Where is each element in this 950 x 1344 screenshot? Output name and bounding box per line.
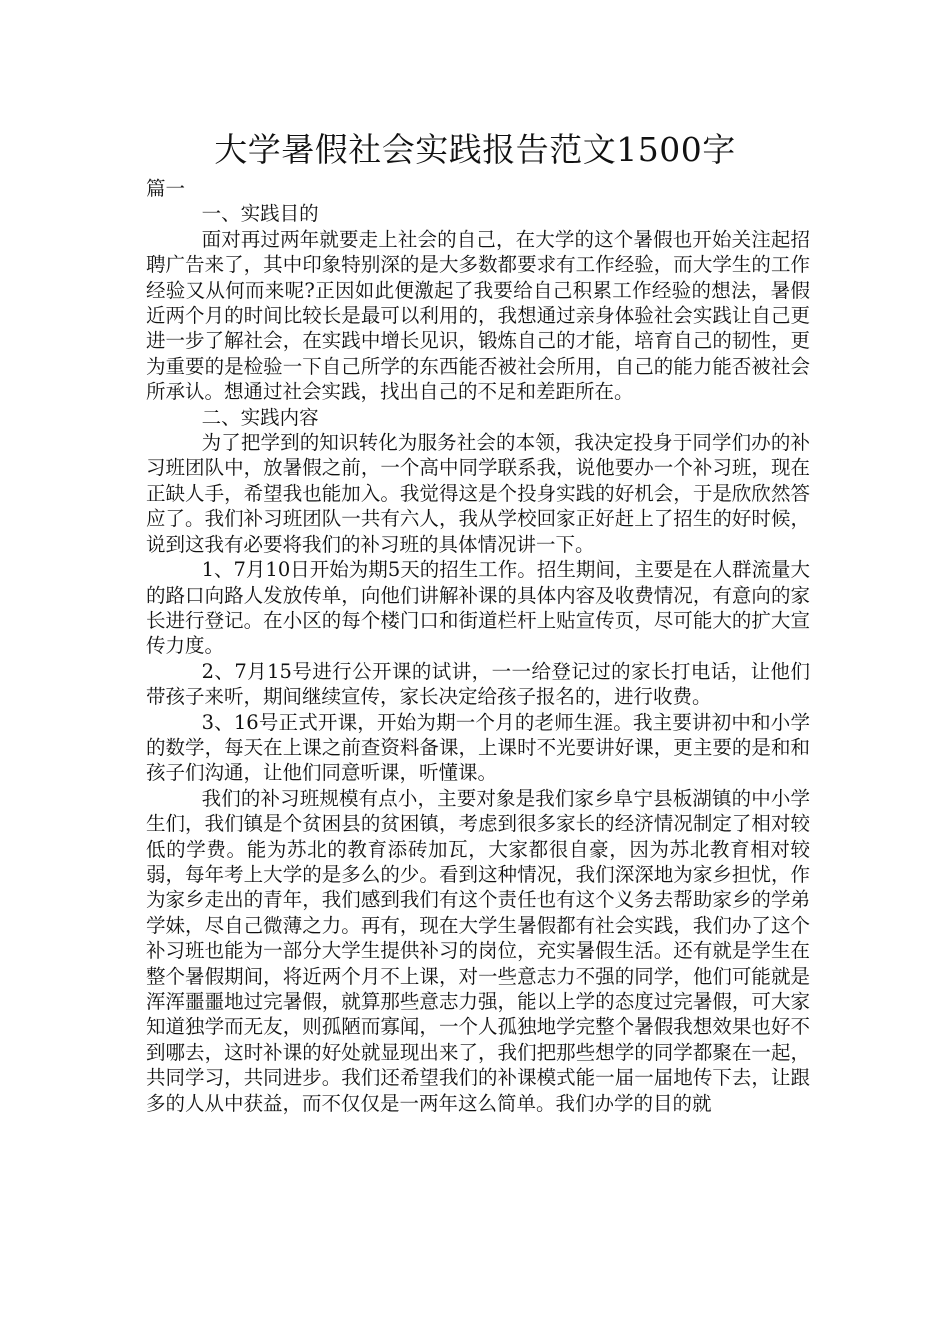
document-title: 大学暑假社会实践报告范文1500字: [214, 130, 736, 169]
paragraph-content-intro: 为了把学到的知识转化为服务社会的本领，我决定投身于同学们办的补习班团队中，放暑假之前，一个高中同学联系我，说他要办一个补习班，现在正缺人手，希望我也能加入。我觉得这是个投身实践的好机会，于是欣欣然答应了。我们补习班团队一共有六人，我从学校回家正好赶上了招生的好时候，说到这我有必要将我们的补习班的具体情况讲一下。: [146, 431, 810, 556]
paragraph-purpose: 面对再过两年就要走上社会的自己，在大学的这个暑假也开始关注起招聘广告来了，其中印象特别深的是大多数都要求有工作经验，而大学生的工作经验又从何而来呢?正因如此便激起了我要给自己积累工作经验的想法，暑假近两个月的时间比较长是最可以利用的，我想通过亲身体验社会实践让自己更进一步了解社会，在实践中增长见识，锻炼自己的才能，培育自己的韧性，更为重要的是检验一下自己所学的东西能否被社会所用，自己的能力能否被社会所承认。想通过社会实践，找出自己的不足和差距所在。: [146, 227, 810, 404]
document-body: [146, 176, 810, 1116]
list-item-open-class: 2、7月15号进行公开课的试讲，一一给登记过的家长打电话，让他们带孩子来听，期间继续宣传，家长决定给孩子报名的，进行收费。: [146, 659, 810, 709]
heading-practice-content: 二、实践内容: [201, 405, 319, 429]
section-label: 篇一: [146, 177, 186, 200]
heading-practice-purpose: 一、实践目的: [201, 202, 319, 226]
paragraph-tutoring-details: 我们的补习班规模有点小，主要对象是我们家乡阜宁县板湖镇的中小学生们，我们镇是个贫困县的贫困镇，考虑到很多家长的经济情况制定了相对较低的学费。能为苏北的教育添砖加瓦，大家都很自豪，因为苏北教育相对较弱，每年考上大学的是多么的少。看到这种情况，我们深深地为家乡担忧，作为家乡走出的青年，我们感到我们有这个责任也有这个义务去帮助家乡的学弟学妹，尽自己微薄之力。再有，现在大学生暑假都有社会实践，我们办了这个补习班也能为一部分大学生提供补习的岗位，充实暑假生活。还有就是学生在整个暑假期间，将近两个月不上课，对一些意志力不强的同学，他们可能就是浑浑噩噩地过完暑假，就算那些意志力强，能以上学的态度过完暑假，可大家知道独学而无友，则孤陋而寡闻，一个人孤独地学完整个暑假我想效果也好不到哪去，这时补课的好处就显现出来了，我们把那些想学的同学都聚在一起，共同学习，共同进步。我们还希望我们的补课模式能一届一届地传下去，让跟多的人从中获益，而不仅仅是一两年这么简单。我们办学的目的就: [146, 786, 810, 1115]
list-item-classes-start: 3、16号正式开课，开始为期一个月的老师生涯。我主要讲初中和小学的数学，每天在上课之前查资料备课，上课时不光要讲好课，更主要的是和和孩子们沟通，让他们同意听课，听懂课。: [146, 710, 810, 785]
list-item-enrollment: 1、7月10日开始为期5天的招生工作。招生期间，主要是在人群流量大的路口向路人发放传单，向他们讲解补课的具体内容及收费情况，有意向的家长进行登记。在小区的每个楼门口和街道栏杆上贴宣传页，尽可能大的扩大宣传力度。: [146, 558, 810, 658]
